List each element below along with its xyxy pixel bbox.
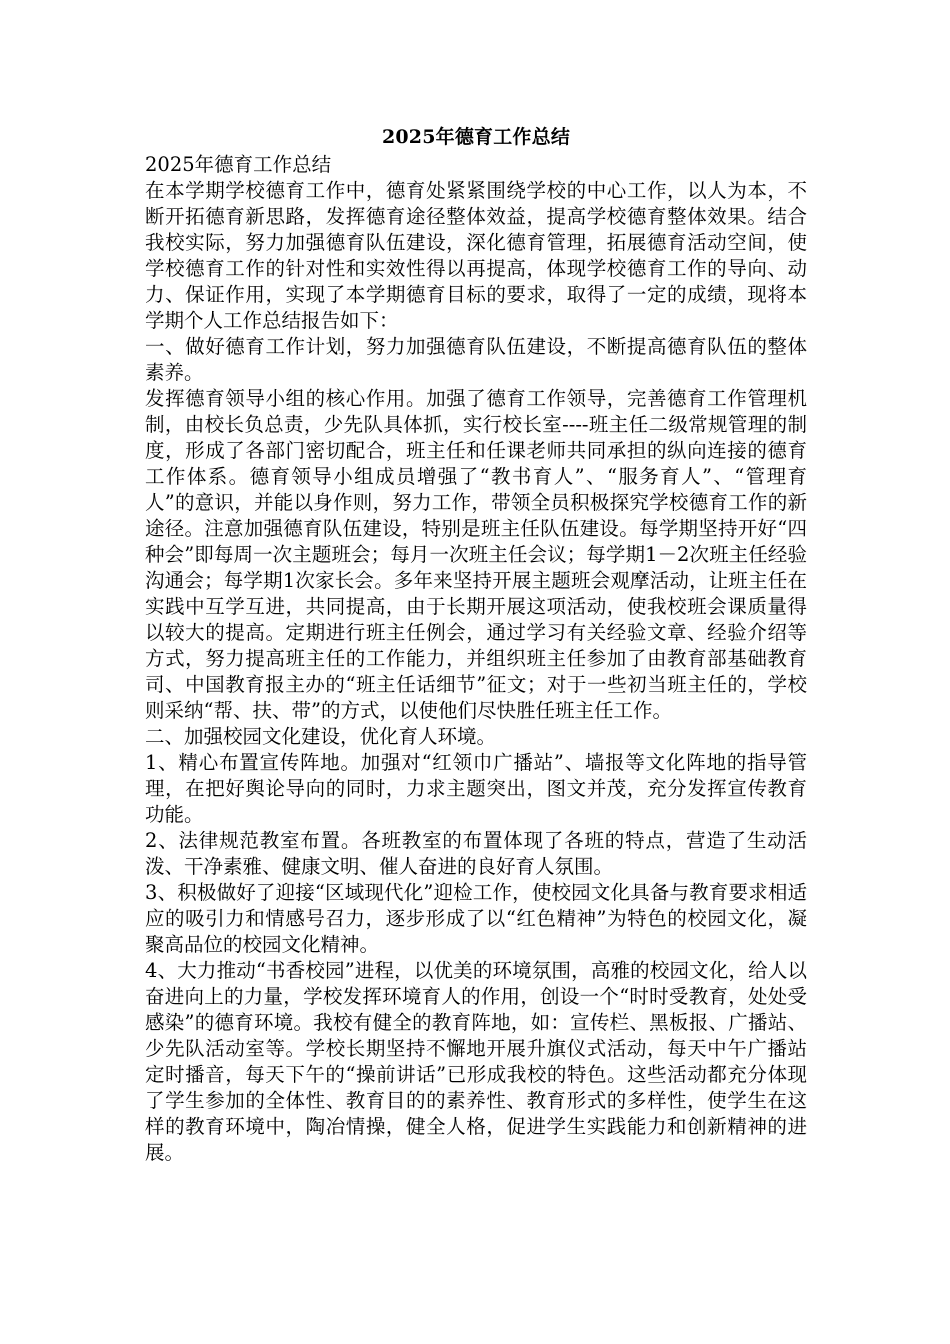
section-2-item-1: 1、精心布置宣传阵地。加强对“红领巾广播站”、墙报等文化阵地的指导管理，在把好舆论导向的同时，力求主题突出，图文并茂，充分发挥宣传教育功能。: [145, 751, 807, 826]
section-1-paragraph: 发挥德育领导小组的核心作用。加强了德育工作领导，完善德育工作管理机制，由校长负总责，少先队具体抓，实行校长室----班主任二级常规管理的制度，形成了各部门密切配合，班主任和任课老师共同承担的纵向连接的德育工作体系。德育领导小组成员增强了“教书育人”、“服务育人”、“管理育人”的意识，并能以身作则，努力工作，带领全员积极探究学校德育工作的新途径。注意加强德育队伍建设，特别是班主任队伍建设。每学期坚持开好“四种会”即每周一次主题班会；每月一次班主任会议；每学期1－2次班主任经验沟通会；每学期1次家长会。多年来坚持开展主题班会观摩活动，让班主任在实践中互学互进，共同提高，由于长期开展这项活动，使我校班会课质量得以较大的提高。定期进行班主任例会，通过学习有关经验文章、经验介绍等方式，努力提高班主任的工作能力，并组织班主任参加了由教育部基础教育司、中国教育报主办的“班主任话细节”征文；对于一些初当班主任的，学校则采纳“帮、扶、带”的方式，以使他们尽快胜任班主任工作。: [145, 387, 807, 722]
section-2-item-4: 4、大力推动“书香校园”进程，以优美的环境氛围，高雅的校园文化，给人以奋进向上的力量，学校发挥环境育人的作用，创设一个“时时受教育，处处受感染”的德育环境。我校有健全的教育阵地，如：宣传栏、黑板报、广播站、少先队活动室等。学校长期坚持不懈地开展升旗仪式活动，每天中午广播站定时播音，每天下午的“操前讲话”已形成我校的特色。这些活动都充分体现了学生参加的全体性、教育目的的素养性、教育形式的多样性，使学生在这样的教育环境中，陶冶情操，健全人格，促进学生实践能力和创新精神的进展。: [145, 959, 807, 1164]
section-2-item-3: 3、积极做好了迎接“区域现代化”迎检工作，使校园文化具备与教育要求相适应的吸引力和情感号召力，逐步形成了以“红色精神”为特色的校园文化，凝聚高品位的校园文化精神。: [145, 881, 807, 956]
section-2-item-2: 2、法律规范教室布置。各班教室的布置体现了各班的特点，营造了生动活泼、干净素雅、健康文明、催人奋进的良好育人氛围。: [145, 829, 807, 878]
section-heading-1: 一、做好德育工作计划，努力加强德育队伍建设，不断提高德育队伍的整体素养。: [145, 335, 807, 384]
document-page: [145, 124, 807, 1166]
document-title: 2025年德育工作总结: [381, 126, 571, 148]
section-heading-2: 二、加强校园文化建设，优化育人环境。: [145, 725, 497, 748]
intro-paragraph: 在本学期学校德育工作中，德育处紧紧围绕学校的中心工作，以人为本，不断开拓德育新思路，发挥德育途径整体效益，提高学校德育整体效果。结合我校实际，努力加强德育队伍建设，深化德育管理，拓展德育活动空间，使学校德育工作的针对性和实效性得以再提高，体现学校德育工作的导向、动力、保证作用，实现了本学期德育目标的要求，取得了一定的成绩，现将本学期个人工作总结报告如下：: [145, 179, 807, 332]
subtitle-line: 2025年德育工作总结: [145, 153, 332, 176]
